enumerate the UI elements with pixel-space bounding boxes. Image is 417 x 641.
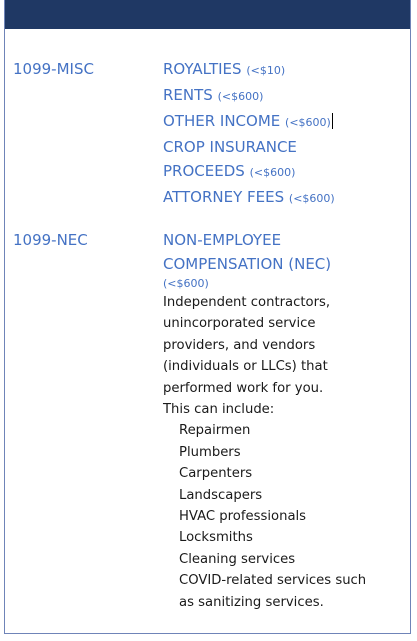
misc-item-name: ROYALTIES xyxy=(163,60,242,78)
misc-item-rents xyxy=(163,83,403,109)
description-line: (individuals or LLCs) that xyxy=(163,359,328,375)
misc-item-crop-insurance xyxy=(163,135,403,159)
description-line: Independent contractors, xyxy=(163,295,331,310)
list-item: as sanitizing services. xyxy=(179,594,324,610)
misc-items xyxy=(163,57,403,211)
list-item: Plumbers xyxy=(179,444,241,460)
nec-description xyxy=(163,292,403,420)
list-item: Cleaning services xyxy=(179,551,296,567)
nec-content xyxy=(163,228,403,613)
nec-title-line-2: COMPENSATION (NEC) xyxy=(163,255,332,273)
form-label-nec: 1099-NEC xyxy=(13,231,88,249)
misc-item-name: OTHER INCOME xyxy=(163,112,281,130)
misc-item-limit: (<$600) xyxy=(288,192,335,205)
table-frame xyxy=(4,0,411,634)
misc-item-limit: (<$600) xyxy=(285,116,331,129)
misc-item-name: ATTORNEY FEES xyxy=(163,188,285,206)
text-cursor xyxy=(332,113,333,129)
description-line: providers, and vendors xyxy=(163,337,316,353)
misc-item-name: RENTS xyxy=(163,86,213,104)
nec-title-line-1: NON-EMPLOYEE xyxy=(163,231,282,249)
nec-examples-list xyxy=(163,420,403,613)
description-line: performed work for you. xyxy=(163,380,324,396)
list-item: Locksmiths xyxy=(179,530,253,546)
list-item: Carpenters xyxy=(179,466,253,482)
misc-item-proceeds xyxy=(163,159,403,185)
list-item: Landscapers xyxy=(179,487,263,503)
misc-item-limit: (<$600) xyxy=(249,166,296,179)
misc-item-attorney-fees xyxy=(163,185,403,211)
list-item: Repairmen xyxy=(179,423,251,439)
description-line: unincorporated service xyxy=(163,316,316,332)
list-item: HVAC professionals xyxy=(179,509,307,525)
misc-item-name: CROP INSURANCE xyxy=(163,138,297,156)
misc-item-limit: (<$600) xyxy=(217,90,264,103)
description-line: This can include: xyxy=(163,402,275,418)
nec-limit: (<$600) xyxy=(163,277,209,290)
misc-item-royalties xyxy=(163,57,403,83)
list-item: COVID-related services such xyxy=(179,573,367,589)
form-label-misc: 1099-MISC xyxy=(13,60,94,78)
misc-item-limit: (<$10) xyxy=(246,64,286,77)
misc-item-other-income[interactable] xyxy=(163,109,403,135)
table-header-bar xyxy=(5,0,410,29)
misc-item-name: PROCEEDS xyxy=(163,162,245,180)
